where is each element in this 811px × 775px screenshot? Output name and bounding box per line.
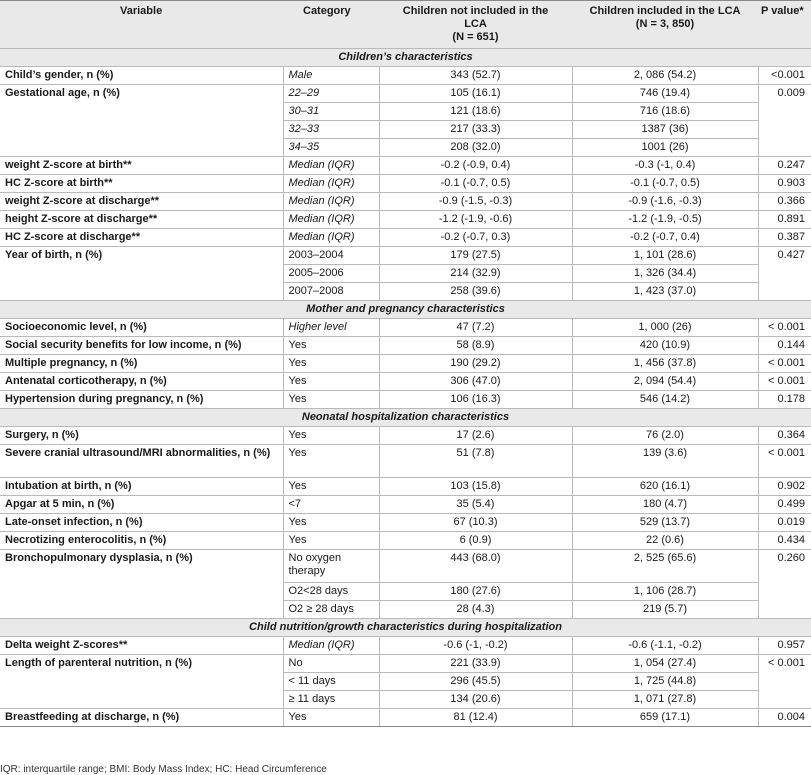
section-row-nutrition [0, 619, 811, 637]
included-cell: 180 (4.7) [572, 496, 758, 514]
not-included-cell: 106 (16.3) [379, 391, 572, 409]
not-included-cell: 306 (47.0) [379, 373, 572, 391]
variable-cell: weight Z-score at birth** [0, 157, 283, 175]
not-included-cell: 35 (5.4) [379, 496, 572, 514]
not-included-cell: 58 (8.9) [379, 337, 572, 355]
variable-cell: Hypertension during pregnancy, n (%) [0, 391, 283, 409]
table-row [0, 514, 811, 532]
included-cell: 659 (17.1) [572, 709, 758, 727]
category-cell: 2007–2008 [283, 283, 379, 301]
table-row [0, 355, 811, 373]
included-cell: 139 (3.6) [572, 445, 758, 478]
variable-cell: Child’s gender, n (%) [0, 67, 283, 85]
p-value-cell: < 0.001 [758, 655, 811, 709]
category-cell: Median (IQR) [283, 637, 379, 655]
p-value-cell: < 0.001 [758, 319, 811, 337]
variable-cell: height Z-score at discharge** [0, 211, 283, 229]
p-value-cell: 0.019 [758, 514, 811, 532]
variable-cell: Gestational age, n (%) [0, 85, 283, 157]
category-cell: No [283, 655, 379, 673]
category-cell: Yes [283, 391, 379, 409]
included-cell: 1, 423 (37.0) [572, 283, 758, 301]
variable-cell: Late-onset infection, n (%) [0, 514, 283, 532]
category-cell: 2003–2004 [283, 247, 379, 265]
not-included-cell: 121 (18.6) [379, 103, 572, 121]
not-included-cell: 180 (27.6) [379, 583, 572, 601]
not-included-cell: 51 (7.8) [379, 445, 572, 478]
category-cell: Median (IQR) [283, 229, 379, 247]
not-included-cell: -0.2 (-0.7, 0.3) [379, 229, 572, 247]
p-value-cell: < 0.001 [758, 373, 811, 391]
variable-cell: Social security benefits for low income, n (%) [0, 337, 283, 355]
variable-cell: Length of parenteral nutrition, n (%) [0, 655, 283, 709]
variable-cell: HC Z-score at birth** [0, 175, 283, 193]
not-included-cell: 81 (12.4) [379, 709, 572, 727]
category-cell: Yes [283, 709, 379, 727]
included-cell: 2, 094 (54.4) [572, 373, 758, 391]
variable-cell: Multiple pregnancy, n (%) [0, 355, 283, 373]
p-value-cell: 0.366 [758, 193, 811, 211]
not-included-cell: 17 (2.6) [379, 427, 572, 445]
p-value-cell: 0.387 [758, 229, 811, 247]
p-value-cell: 0.364 [758, 427, 811, 445]
table-row [0, 391, 811, 409]
category-cell: 2005–2006 [283, 265, 379, 283]
included-cell: 1001 (26) [572, 139, 758, 157]
not-included-cell: 103 (15.8) [379, 478, 572, 496]
category-cell: Yes [283, 478, 379, 496]
variable-cell: Necrotizing enterocolitis, n (%) [0, 532, 283, 550]
p-value-cell: < 0.001 [758, 445, 811, 478]
not-included-cell: 6 (0.9) [379, 532, 572, 550]
table-row [0, 319, 811, 337]
table-row [0, 85, 811, 103]
category-cell: Male [283, 67, 379, 85]
included-cell: -0.6 (-1.1, -0.2) [572, 637, 758, 655]
variable-cell: Breastfeeding at discharge, n (%) [0, 709, 283, 727]
category-cell: Yes [283, 532, 379, 550]
included-cell: -0.2 (-0.7, 0.4) [572, 229, 758, 247]
section-title-neonatal: Neonatal hospitalization characteristics [0, 409, 811, 427]
category-cell: O2 ≥ 28 days [283, 601, 379, 619]
category-cell: ≥ 11 days [283, 691, 379, 709]
included-cell: 2, 525 (65.6) [572, 550, 758, 583]
included-cell: 1, 071 (27.8) [572, 691, 758, 709]
section-title-mother: Mother and pregnancy characteristics [0, 301, 811, 319]
variable-cell: weight Z-score at discharge** [0, 193, 283, 211]
not-included-cell: -0.2 (-0.9, 0.4) [379, 157, 572, 175]
category-cell: Yes [283, 337, 379, 355]
included-cell: -0.3 (-1, 0.4) [572, 157, 758, 175]
variable-cell: Severe cranial ultrasound/MRI abnormalities, n (%) [0, 445, 283, 478]
category-cell: Yes [283, 514, 379, 532]
p-value-cell: < 0.001 [758, 355, 811, 373]
section-row-children [0, 49, 811, 67]
header-included-line1: Children included in the LCA [589, 5, 741, 17]
p-value-cell: 0.499 [758, 496, 811, 514]
category-cell: Yes [283, 373, 379, 391]
category-cell: Median (IQR) [283, 193, 379, 211]
section-title-children: Children’s characteristics [0, 49, 811, 67]
table-row [0, 655, 811, 673]
included-cell: 1, 456 (37.8) [572, 355, 758, 373]
variable-cell: HC Z-score at discharge** [0, 229, 283, 247]
not-included-cell: 258 (39.6) [379, 283, 572, 301]
included-cell: 2, 086 (54.2) [572, 67, 758, 85]
included-cell: 1, 101 (28.6) [572, 247, 758, 265]
p-value-cell: 0.891 [758, 211, 811, 229]
not-included-cell: 343 (52.7) [379, 67, 572, 85]
not-included-cell: 179 (27.5) [379, 247, 572, 265]
included-cell: 529 (13.7) [572, 514, 758, 532]
not-included-cell: -0.6 (-1, -0.2) [379, 637, 572, 655]
header-not-included-line3: (N = 651) [452, 31, 499, 43]
variable-cell: Surgery, n (%) [0, 427, 283, 445]
p-value-cell: 0.144 [758, 337, 811, 355]
p-value-cell: 0.260 [758, 550, 811, 619]
variable-cell: Bronchopulmonary dysplasia, n (%) [0, 550, 283, 619]
table-row [0, 532, 811, 550]
header-not-included [379, 1, 572, 49]
table-row [0, 157, 811, 175]
p-value-cell: 0.004 [758, 709, 811, 727]
p-value-cell: 0.427 [758, 247, 811, 301]
included-cell: 546 (14.2) [572, 391, 758, 409]
variable-cell: Antenatal corticotherapy, n (%) [0, 373, 283, 391]
included-cell: 716 (18.6) [572, 103, 758, 121]
not-included-cell: 28 (4.3) [379, 601, 572, 619]
p-value-cell: 0.903 [758, 175, 811, 193]
not-included-cell: -0.9 (-1.5, -0.3) [379, 193, 572, 211]
variable-cell: Year of birth, n (%) [0, 247, 283, 301]
included-cell: -0.1 (-0.7, 0.5) [572, 175, 758, 193]
section-row-mother [0, 301, 811, 319]
table-row [0, 637, 811, 655]
category-cell: 32–33 [283, 121, 379, 139]
section-row-neonatal [0, 409, 811, 427]
header-not-included-line2: LCA [464, 18, 487, 30]
not-included-cell: 214 (32.9) [379, 265, 572, 283]
table-row [0, 211, 811, 229]
table-header-row [0, 1, 811, 49]
included-cell: 219 (5.7) [572, 601, 758, 619]
not-included-cell: 443 (68.0) [379, 550, 572, 583]
category-cell: 22–29 [283, 85, 379, 103]
variable-cell: Socioeconomic level, n (%) [0, 319, 283, 337]
header-variable: Variable [0, 1, 283, 49]
not-included-cell: 134 (20.6) [379, 691, 572, 709]
variable-cell: Intubation at birth, n (%) [0, 478, 283, 496]
category-cell: 34–35 [283, 139, 379, 157]
included-cell: 420 (10.9) [572, 337, 758, 355]
not-included-cell: -0.1 (-0.7, 0.5) [379, 175, 572, 193]
category-cell: Yes [283, 355, 379, 373]
p-value-cell: 0.247 [758, 157, 811, 175]
table-row [0, 193, 811, 211]
included-cell: 1, 725 (44.8) [572, 673, 758, 691]
included-cell: -1.2 (-1.9, -0.5) [572, 211, 758, 229]
not-included-cell: -1.2 (-1.9, -0.6) [379, 211, 572, 229]
category-cell: O2<28 days [283, 583, 379, 601]
p-value-cell: 0.178 [758, 391, 811, 409]
not-included-cell: 221 (33.9) [379, 655, 572, 673]
table-row [0, 496, 811, 514]
header-p-value: P value* [758, 1, 811, 49]
included-cell: 76 (2.0) [572, 427, 758, 445]
table-row [0, 550, 811, 583]
included-cell: 1, 326 (34.4) [572, 265, 758, 283]
category-cell: Median (IQR) [283, 211, 379, 229]
header-not-included-line1: Children not included in the [402, 5, 549, 17]
category-cell: Yes [283, 445, 379, 478]
not-included-cell: 105 (16.1) [379, 85, 572, 103]
table-row [0, 67, 811, 85]
category-cell: Yes [283, 427, 379, 445]
included-cell: 746 (19.4) [572, 85, 758, 103]
included-cell: 1, 054 (27.4) [572, 655, 758, 673]
included-cell: 1, 000 (26) [572, 319, 758, 337]
header-category: Category [283, 1, 379, 49]
variable-cell: Delta weight Z-scores** [0, 637, 283, 655]
category-cell: Median (IQR) [283, 157, 379, 175]
not-included-cell: 190 (29.2) [379, 355, 572, 373]
not-included-cell: 67 (10.3) [379, 514, 572, 532]
category-cell: 30–31 [283, 103, 379, 121]
category-cell: Higher level [283, 319, 379, 337]
section-title-nutrition: Child nutrition/growth characteristics during hospitalization [0, 619, 811, 637]
table-row [0, 427, 811, 445]
included-cell: 620 (16.1) [572, 478, 758, 496]
category-cell: No oxygen therapy [283, 550, 379, 583]
included-cell: 1, 106 (28.7) [572, 583, 758, 601]
table-row [0, 709, 811, 727]
p-value-cell: 0.957 [758, 637, 811, 655]
header-included [572, 1, 758, 49]
table-row [0, 175, 811, 193]
not-included-cell: 47 (7.2) [379, 319, 572, 337]
variable-cell: Apgar at 5 min, n (%) [0, 496, 283, 514]
not-included-cell: 296 (45.5) [379, 673, 572, 691]
table-row [0, 445, 811, 478]
p-value-cell: 0.434 [758, 532, 811, 550]
category-cell: < 11 days [283, 673, 379, 691]
p-value-cell: 0.009 [758, 85, 811, 157]
category-cell: <7 [283, 496, 379, 514]
table-row [0, 337, 811, 355]
table-row [0, 373, 811, 391]
p-value-cell: 0.902 [758, 478, 811, 496]
not-included-cell: 208 (32.0) [379, 139, 572, 157]
not-included-cell: 217 (33.3) [379, 121, 572, 139]
category-cell: Median (IQR) [283, 175, 379, 193]
table-row [0, 247, 811, 265]
included-cell: 1387 (36) [572, 121, 758, 139]
p-value-cell: <0.001 [758, 67, 811, 85]
header-included-line2: (N = 3, 850) [635, 18, 695, 30]
included-cell: 22 (0.6) [572, 532, 758, 550]
table-footnote: IQR: interquartile range; BMI: Body Mass Index; HC: Head Circumference [0, 764, 327, 775]
table-row [0, 478, 811, 496]
included-cell: -0.9 (-1.6, -0.3) [572, 193, 758, 211]
table-row [0, 229, 811, 247]
